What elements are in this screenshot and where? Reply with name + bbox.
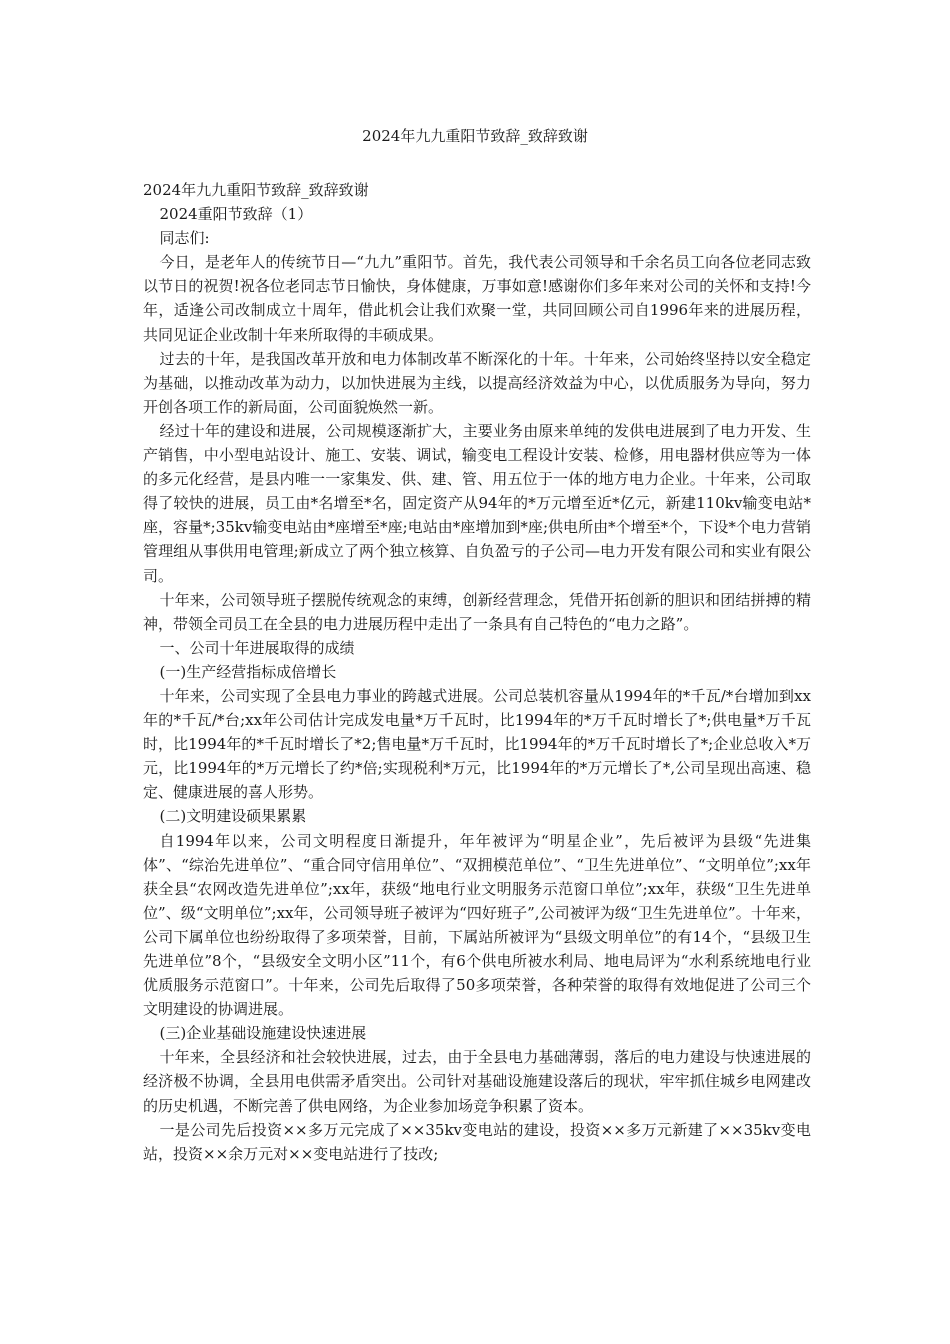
section-heading-achievements: 一、公司十年进展取得的成绩 (159, 638, 355, 657)
document-body (143, 178, 811, 1166)
page-header-title: 2024年九九重阳节致辞_致辞致谢 (362, 127, 588, 145)
paragraph-past-decade: 过去的十年，是我国改革开放和电力体制改革不断深化的十年。十年来，公司始终坚持以安全稳定为基础，以推动改革为动力，以加快进展为主线，以提高经济效益为中心，以优质服务为导向，努力开创各项工作的新局面，公司面貌焕然一新。 (143, 349, 811, 416)
paragraph-development: 经过十年的建设和进展，公司规模逐渐扩大，主要业务由原来单纯的发供电进展到了电力开发、生产销售，中小型电站设计、施工、安装、调试，输变电工程设计安装、检修，用电器材供应等为一体的多元化经营，是县内唯一一家集发、供、建、管、用五位于一体的地方电力企业。十年来，公司取得了较快的进展，员工由*名增至*名，固定资产从94年的*万元增至近*亿元，新建110kv输变电站*座，容量*;35kv输变电站由*座增至*座;电站由*座增加到*座;供电所由*个增至*个，下设*个电力营销管理组从事供用电管理;新成立了两个独立核算、自负盈亏的子公司—电力开发有限公司和实业有限公司。 (143, 421, 811, 585)
paragraph-leadership: 十年来，公司领导班子摆脱传统观念的束缚，创新经营理念，凭借开拓创新的胆识和团结拼搏的精神，带领全司员工在全县的电力进展历程中走出了一条具有自己特色的“电力之路”。 (143, 590, 811, 633)
subsection-heading-infrastructure: (三)企业基础设施建设快速进展 (159, 1024, 367, 1043)
paragraph-intro: 今日，是老年人的传统节日—“九九”重阳节。首先，我代表公司领导和千余名员工向各位老同志致以节日的祝贺!祝各位老同志节日愉快，身体健康，万事如意!感谢你们多年来对公司的关怀和支持!今年，适逢公司改制成立十周年，借此机会让我们欢聚一堂，共同回顾公司自1996年来的进展历程，共同见证企业改制十年来所取得的丰硕成果。 (143, 253, 811, 344)
subsection-heading-civilization: (二)文明建设硕果累累 (159, 807, 307, 826)
document-subtitle: 2024年九九重阳节致辞_致辞致谢 (143, 181, 369, 199)
paragraph-production: 十年来，公司实现了全县电力事业的跨越式进展。公司总装机容量从1994年的*千瓦/*台增加到xx年的*千瓦/*台;xx年公司估计完成发电量*万千瓦时，比1994年的*万千瓦时增长了*;供电量*万千瓦时，比1994年的*千瓦时增长了*2;售电量*万千瓦时，比1994年的*万千瓦时增长了*;企业总收入*万元，比1994年的*万元增长了约*倍;实现税利*万元，比1994年的*万元增长了*,公司呈现出高速、稳定、健康进展的喜人形势。 (143, 686, 811, 802)
subsection-heading-production: (一)生产经营指标成倍增长 (159, 662, 337, 681)
paragraph-civilization: 自1994年以来，公司文明程度日渐提升，年年被评为“明星企业”，先后被评为县级“先进集体”、“综治先进单位”、“重合同守信用单位”、“双拥模范单位”、“卫生先进单位”、“文明单位”;xx年获全县“农网改造先进单位”;xx年，获级“地电行业文明服务示范窗口单位”;xx年，获级“卫生先进单位”、级“文明单位”;xx年，公司领导班子被评为“四好班子”,公司被评为级“卫生先进单位”。十年来，公司下属单位也纷纷取得了多项荣誉，目前，下属站所被评为“县级文明单位”的有14个，“县级卫生先进单位”8个，“县级安全文明小区”11个，有6个供电所被水利局、地电局评为“水利系统地电行业优质服务示范窗口”。十年来，公司先后取得了50多项荣誉，各种荣誉的取得有效地促进了公司三个文明建设的协调进展。 (143, 831, 811, 1019)
paragraph-investment: 一是公司先后投资××多万元完成了××35kv变电站的建设，投资××多万元新建了××35kv变电站，投资××余万元对××变电站进行了技改; (143, 1120, 811, 1163)
section-label: 2024重阳节致辞（1） (159, 205, 313, 224)
paragraph-infrastructure: 十年来，全县经济和社会较快进展，过去，由于全县电力基础薄弱，落后的电力建设与快速进展的经济极不协调，全县用电供需矛盾突出。公司针对基础设施建设落后的现状，牢牢抓住城乡电网建改的历史机遇，不断完善了供电网络，为企业参加场竞争积累了资本。 (143, 1048, 811, 1115)
salutation: 同志们: (159, 229, 210, 248)
